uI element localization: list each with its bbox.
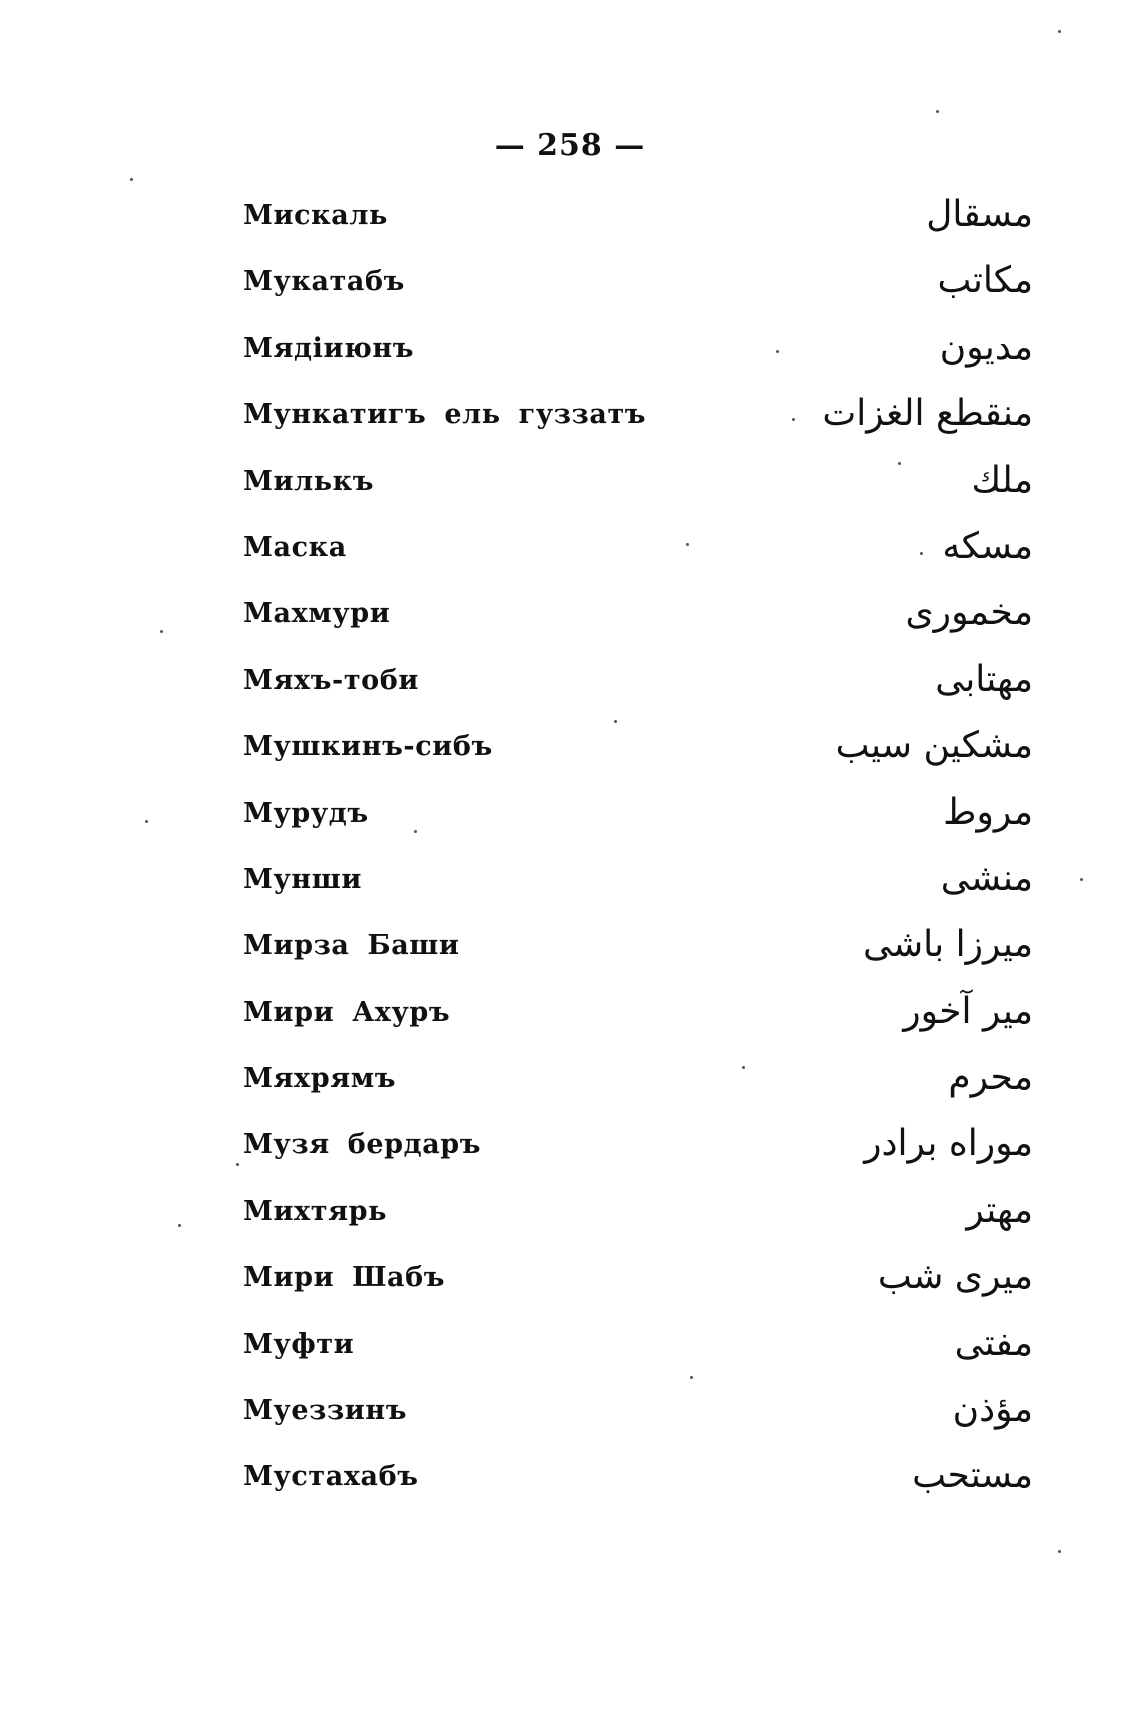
persian-term: مسكه (942, 525, 1033, 567)
glossary-entry (243, 459, 1033, 530)
print-speck (1058, 1550, 1061, 1553)
print-speck (614, 720, 617, 723)
russian-term: Махмури (243, 598, 391, 630)
print-speck (686, 543, 689, 546)
persian-term: منقطع الغزات (822, 393, 1033, 435)
russian-term: Мяхрямъ (243, 1063, 397, 1095)
print-speck (690, 1376, 693, 1379)
russian-term: Мискаль (243, 200, 388, 231)
print-speck (414, 830, 417, 833)
persian-term: مديون (939, 326, 1033, 368)
russian-term: Мунши (243, 863, 362, 895)
print-speck (742, 1066, 745, 1069)
russian-term: Мукатабъ (243, 266, 405, 298)
glossary-entry (243, 1057, 1033, 1127)
glossary-entry (243, 393, 1033, 463)
glossary-list (243, 194, 1033, 1526)
print-speck (776, 350, 779, 353)
persian-term: مؤذن (952, 1389, 1033, 1431)
print-speck (1080, 878, 1083, 881)
glossary-entry (243, 1256, 1033, 1326)
russian-term: Мяхъ-тоби (243, 664, 420, 696)
persian-term: مفتی (954, 1322, 1033, 1364)
russian-term: Муфти (243, 1328, 355, 1360)
page-number: — 258 — (494, 128, 646, 163)
print-speck (236, 1163, 239, 1166)
persian-term: مشکین سیب (835, 725, 1033, 767)
glossary-entry (243, 1123, 1033, 1193)
russian-term: Музя бердаръ (243, 1129, 482, 1161)
print-speck (145, 820, 148, 823)
russian-term: Мурудъ (243, 797, 369, 829)
russian-term: Маска (243, 531, 347, 563)
russian-term: Мядіиюнъ (243, 332, 415, 364)
glossary-entry (243, 1322, 1033, 1393)
persian-term: مهتابی (935, 658, 1033, 700)
glossary-entry (243, 924, 1033, 994)
persian-term: مسقال (926, 194, 1033, 235)
persian-term: ملك (971, 459, 1033, 501)
print-speck (920, 552, 923, 555)
print-speck (160, 630, 163, 633)
persian-term: میرزا باشی (863, 924, 1033, 966)
russian-term: Михтярь (243, 1195, 388, 1227)
glossary-entry (243, 260, 1033, 330)
print-speck (178, 1224, 181, 1227)
persian-term: منشی (940, 857, 1033, 899)
glossary-entry (243, 592, 1033, 662)
print-speck (792, 418, 795, 421)
persian-term: مهتر (966, 1189, 1033, 1231)
print-speck (130, 178, 133, 181)
persian-term: میر آخور (903, 990, 1033, 1032)
persian-term: میری شب (877, 1256, 1033, 1298)
russian-term: Мункатигъ ель гуззатъ (243, 399, 647, 431)
glossary-entry (243, 525, 1033, 596)
print-speck (1058, 30, 1061, 33)
glossary-entry (243, 857, 1033, 928)
print-speck (898, 462, 901, 465)
print-speck (936, 110, 939, 113)
persian-term: مخموری (905, 592, 1033, 634)
russian-term: Мустахабъ (243, 1461, 419, 1493)
glossary-entry (243, 725, 1033, 795)
glossary-entry (243, 658, 1033, 729)
glossary-entry (243, 1455, 1033, 1525)
glossary-entry (243, 326, 1033, 397)
russian-term: Мушкинъ-сибъ (243, 731, 493, 763)
russian-term: Мири Шабъ (243, 1262, 446, 1294)
persian-term: مكاتب (937, 260, 1033, 302)
glossary-entry (243, 194, 1033, 264)
glossary-entry (243, 791, 1033, 862)
persian-term: موراه برادر (864, 1123, 1033, 1165)
russian-term: Муеззинъ (243, 1395, 408, 1427)
glossary-entry (243, 1389, 1033, 1459)
russian-term: Милькъ (243, 465, 375, 497)
russian-term: Мири Ахуръ (243, 996, 451, 1028)
russian-term: Мирза Баши (243, 930, 460, 962)
persian-term: مروط (943, 791, 1033, 833)
persian-term: مستحب (912, 1455, 1033, 1497)
glossary-entry (243, 990, 1033, 1061)
glossary-entry (243, 1189, 1033, 1260)
persian-term: محرم (948, 1057, 1033, 1099)
